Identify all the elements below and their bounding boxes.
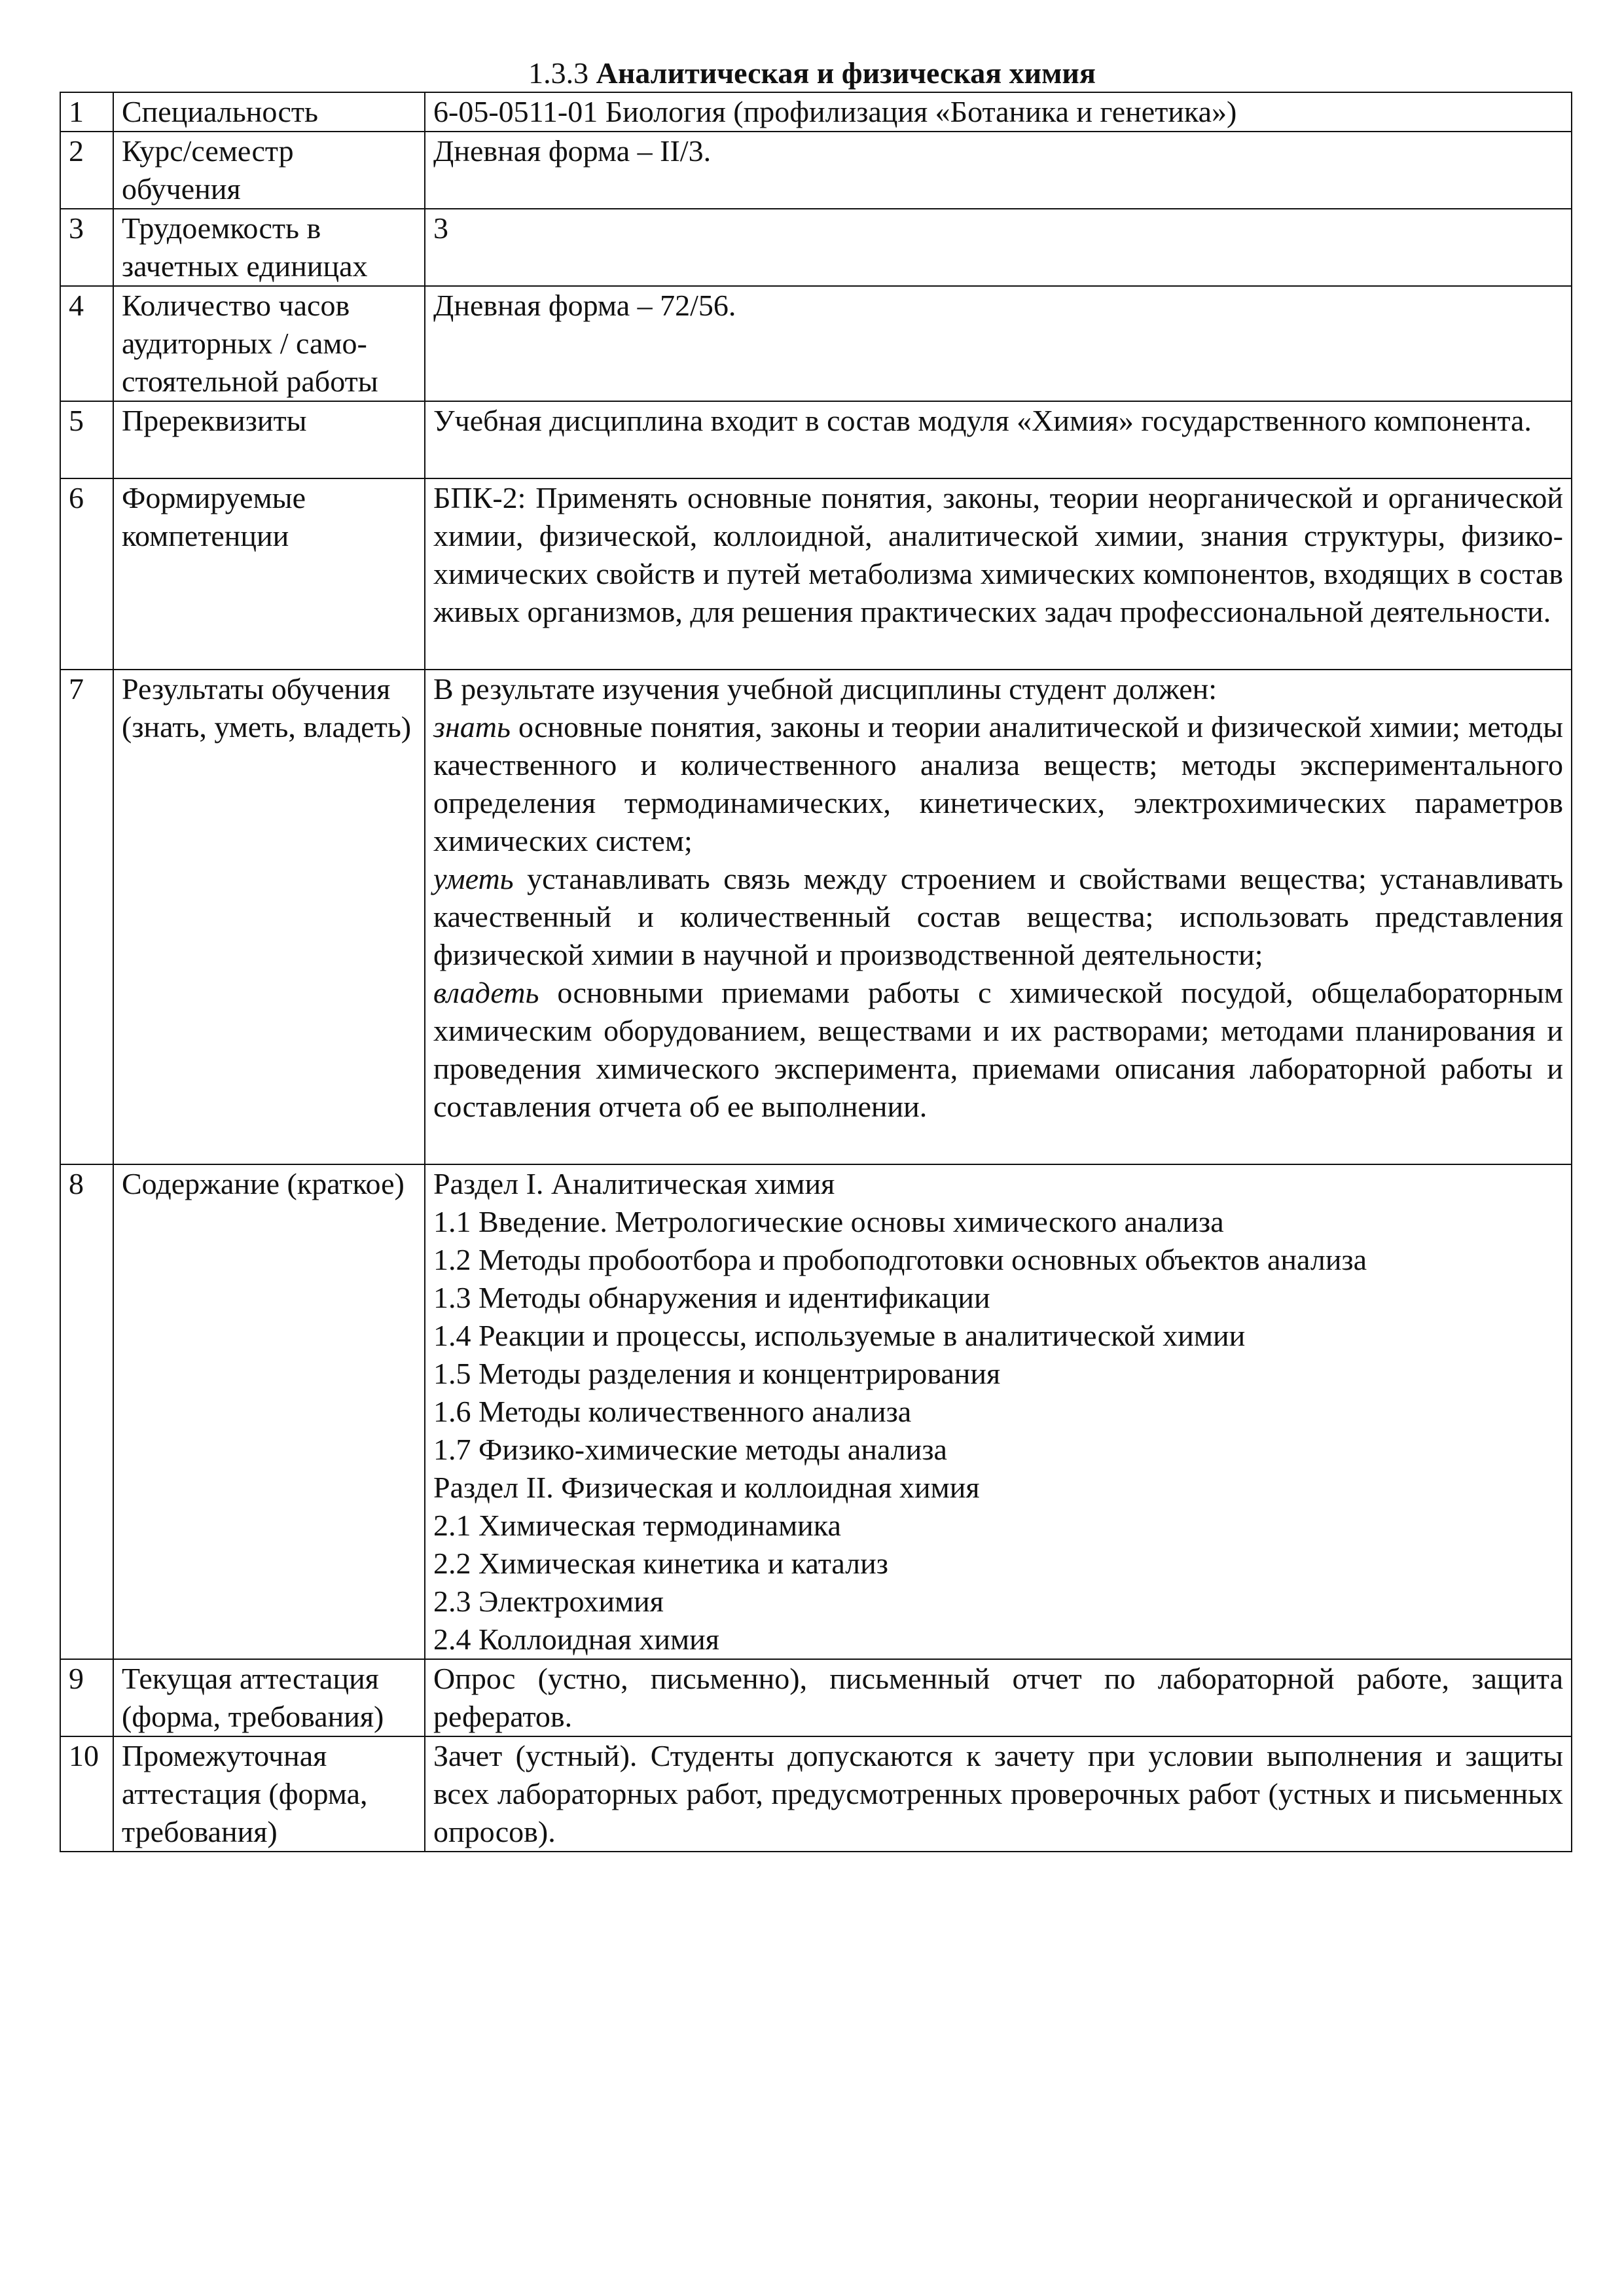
- row-label: Результаты обучения (знать, уметь, владеть): [113, 670, 425, 1164]
- row-number: 6: [60, 478, 113, 670]
- outcome-know: [433, 708, 1563, 860]
- row-label: Текущая аттестация (форма, требования): [113, 1659, 425, 1736]
- row-number: 9: [60, 1659, 113, 1736]
- row-label: Формируемые компетенции: [113, 478, 425, 670]
- table-row: [60, 670, 1572, 1164]
- content-section-heading: Раздел I. Аналитическая химия: [433, 1167, 835, 1200]
- row-number: 1: [60, 92, 113, 132]
- row-content: Опрос (устно, письменно), письменный отчет по лабораторной работе, защита рефератов.: [425, 1659, 1572, 1736]
- row-label: Специальность: [113, 92, 425, 132]
- row-content: [425, 670, 1572, 1164]
- section-name: Аналитическая и физическая химия: [596, 56, 1096, 90]
- content-section-heading: Раздел II. Физическая и коллоидная химия: [433, 1471, 980, 1504]
- outcome-can-term: уметь: [433, 862, 514, 895]
- row-label: Количество часов аудиторных / само-стоятельной работы: [113, 286, 425, 401]
- row-content: 3: [425, 209, 1572, 286]
- row-label: Курс/семестр обучения: [113, 132, 425, 209]
- outcome-know-term: знать: [433, 710, 511, 744]
- row-number: 10: [60, 1736, 113, 1852]
- row-number: 2: [60, 132, 113, 209]
- row-label: Промежуточная аттестация (форма, требования): [113, 1736, 425, 1852]
- outcomes-intro: В результате изучения учебной дисциплины студент должен:: [433, 672, 1218, 706]
- table-row: [60, 209, 1572, 286]
- outcome-own-text: основными приемами работы с химической посудой, общелабораторным химическим оборудованием, веществами и их растворами; методами планирования и проведения химического эксперимента, приемами описания лабораторной работы и составления отчета об ее выполнении.: [433, 976, 1563, 1123]
- outcome-own: [433, 974, 1563, 1126]
- content-topic: 1.2 Методы пробоотбора и пробоподготовки основных объектов анализа: [433, 1243, 1367, 1276]
- table-row: [60, 1736, 1572, 1852]
- row-number: 4: [60, 286, 113, 401]
- row-number: 7: [60, 670, 113, 1164]
- content-topic: 2.2 Химическая кинетика и катализ: [433, 1547, 888, 1580]
- row-label: Трудоемкость в зачетных единицах: [113, 209, 425, 286]
- content-topic: 1.4 Реакции и процессы, используемые в аналитической химии: [433, 1319, 1246, 1352]
- table-row: [60, 92, 1572, 132]
- outcome-know-text: основные понятия, законы и теории аналитической и физической химии; методы качественного и количественного анализа веществ; методы экспериментального определения термодинамических, кинетических, электрохимических параметров химических систем;: [433, 710, 1563, 857]
- row-content: Дневная форма – II/3.: [425, 132, 1572, 209]
- content-topic: 1.1 Введение. Метрологические основы химического анализа: [433, 1205, 1224, 1238]
- row-content: Учебная дисциплина входит в состав модуля «Химия» государственного компонента.: [425, 401, 1572, 478]
- section-title: [0, 54, 1624, 93]
- row-content: Зачет (устный). Студенты допускаются к зачету при условии выполнения и защиты всех лабораторных работ, предусмотренных проверочных работ (устных и письменных опросов).: [425, 1736, 1572, 1852]
- content-topic: 2.1 Химическая термодинамика: [433, 1509, 841, 1542]
- row-content: БПК-2: Применять основные понятия, законы, теории неорганической и органической химии, физической, коллоидной, аналитической химии, знания структуры, физико-химических свойств и путей метаболизма химических компонентов, входящих в состав живых организмов, для решения практических задач профессиональной деятельности.: [425, 478, 1572, 670]
- table-row: [60, 286, 1572, 401]
- outcome-can: [433, 860, 1563, 974]
- content-topic: 1.6 Методы количественного анализа: [433, 1395, 912, 1428]
- content-topic: 1.5 Методы разделения и концентрирования: [433, 1357, 1001, 1390]
- table-row: [60, 132, 1572, 209]
- table-row: [60, 1659, 1572, 1736]
- table-row: [60, 401, 1572, 478]
- content-topic: 2.4 Коллоидная химия: [433, 1623, 719, 1656]
- section-number: 1.3.3: [528, 56, 589, 90]
- row-content: 6-05-0511-01 Биология (профилизация «Ботаника и генетика»): [425, 92, 1572, 132]
- syllabus-table: [60, 92, 1572, 1852]
- row-number: 8: [60, 1164, 113, 1659]
- table-row: [60, 1164, 1572, 1659]
- row-number: 5: [60, 401, 113, 478]
- outcome-own-term: владеть: [433, 976, 539, 1009]
- content-topic: 2.3 Электрохимия: [433, 1585, 664, 1618]
- row-content: Дневная форма – 72/56.: [425, 286, 1572, 401]
- row-content: [425, 1164, 1572, 1659]
- table-row: [60, 478, 1572, 670]
- content-topic: 1.7 Физико-химические методы анализа: [433, 1433, 947, 1466]
- outcome-can-text: устанавливать связь между строением и свойствами вещества; устанавливать качественный и количественный состав вещества; использовать представления физической химии в научной и производственной деятельности;: [433, 862, 1563, 971]
- row-label: Пререквизиты: [113, 401, 425, 478]
- content-topic: 1.3 Методы обнаружения и идентификации: [433, 1281, 990, 1314]
- row-number: 3: [60, 209, 113, 286]
- row-label: Содержание (краткое): [113, 1164, 425, 1659]
